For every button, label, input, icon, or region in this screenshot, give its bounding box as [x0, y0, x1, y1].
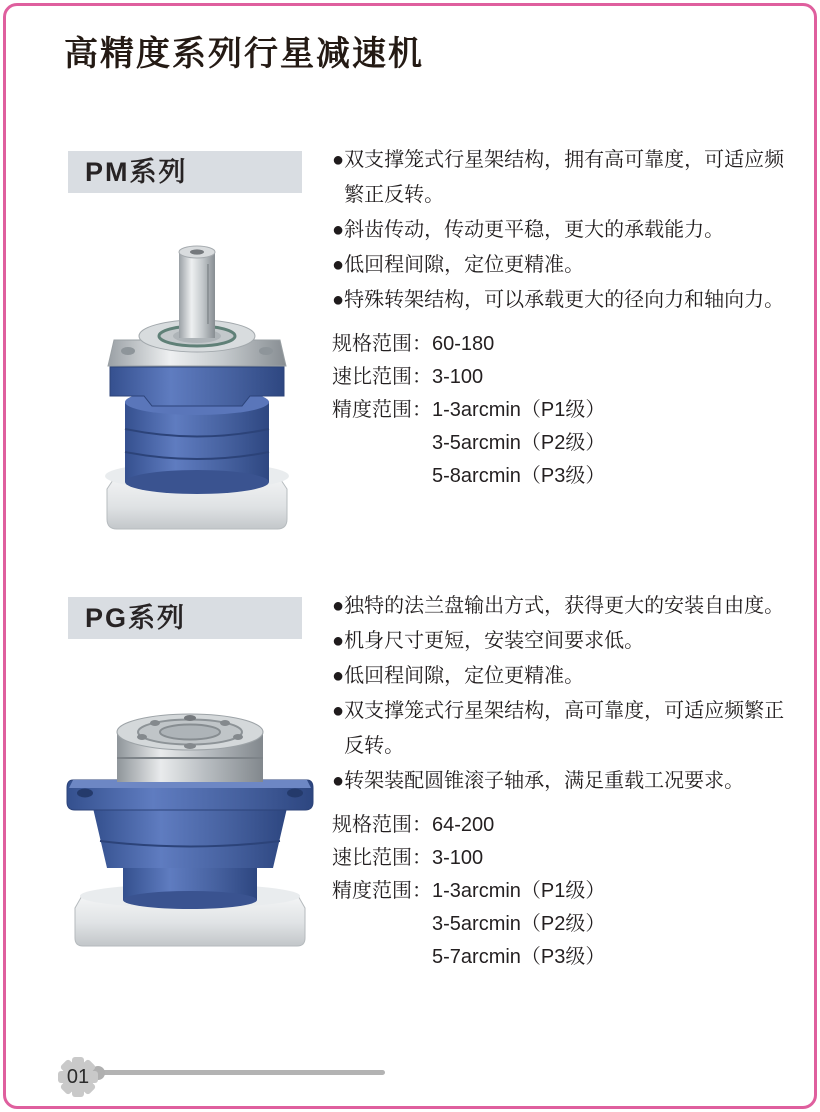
page-number-gear-badge — [52, 1051, 104, 1103]
pg-feature-bullet: ● 机身尺寸更短，安装空间要求低。 — [332, 624, 794, 659]
pg-feature-bullet: ● 转架装配圆锥滚子轴承，满足重载工况要求。 — [332, 764, 794, 799]
pg-product-image — [45, 696, 335, 952]
pm-spec-list — [332, 328, 794, 493]
bullet-dot-icon: ● — [332, 289, 345, 311]
pg-feature-bullet: ● 双支撑笼式行星架结构，高可靠度，可适应频繁正反转。 — [332, 694, 794, 764]
pm-spec-row: 精度范围： 1-3arcmin（P1级） 3-5arcmin（P2级） 5-8arcmin（P3级） — [332, 394, 794, 493]
pg-gearbox-illustration — [45, 696, 335, 952]
bullet-dot-icon: ● — [332, 665, 345, 687]
pg-feature-bullet: ● 独特的法兰盘输出方式，获得更大的安装自由度。 — [332, 589, 794, 624]
pm-feature-list — [332, 143, 794, 493]
pm-product-image — [72, 224, 322, 539]
pm-precision-values: 1-3arcmin（P1级） 3-5arcmin（P2级） 5-8arcmin（P3级） — [432, 399, 606, 487]
bullet-dot-icon: ● — [332, 149, 345, 171]
section-label-pg: PG系列 — [68, 597, 302, 639]
pg-spec-row: 规格范围： 64-200 — [332, 814, 495, 836]
page-title: 高精度系列行星减速机 — [64, 35, 424, 73]
pm-feature-bullet: ● 低回程间隙，定位更精准。 — [332, 248, 794, 283]
section-label-pm: PM系列 — [68, 151, 302, 193]
pm-spec-row: 规格范围： 60-180 — [332, 333, 495, 355]
bullet-dot-icon: ● — [332, 254, 345, 276]
pg-spec-row: 精度范围： 1-3arcmin（P1级） 3-5arcmin（P2级） 5-7arcmin（P3级） — [332, 875, 794, 974]
pm-gearbox-illustration — [72, 224, 322, 539]
bullet-dot-icon: ● — [332, 630, 345, 652]
pg-spec-row: 速比范围： 3-100 — [332, 847, 484, 869]
page-number: 01 — [66, 1065, 90, 1088]
pg-feature-bullet: ● 低回程间隙，定位更精准。 — [332, 659, 794, 694]
pg-feature-list — [332, 589, 794, 974]
bullet-dot-icon: ● — [332, 770, 345, 792]
pg-spec-list — [332, 809, 794, 974]
pm-feature-bullet: ● 特殊转架结构，可以承载更大的径向力和轴向力。 — [332, 283, 794, 318]
pm-spec-row: 速比范围： 3-100 — [332, 366, 484, 388]
pg-precision-values: 1-3arcmin（P1级） 3-5arcmin（P2级） 5-7arcmin（P3级） — [432, 880, 606, 968]
bullet-dot-icon: ● — [332, 595, 345, 617]
bullet-dot-icon: ● — [332, 700, 345, 722]
pm-feature-bullet: ● 双支撑笼式行星架结构，拥有高可靠度，可适应频繁正反转。 — [332, 143, 794, 213]
footer-divider-line — [97, 1070, 385, 1075]
bullet-dot-icon: ● — [332, 219, 345, 241]
pm-feature-bullet: ● 斜齿传动，传动更平稳，更大的承载能力。 — [332, 213, 794, 248]
